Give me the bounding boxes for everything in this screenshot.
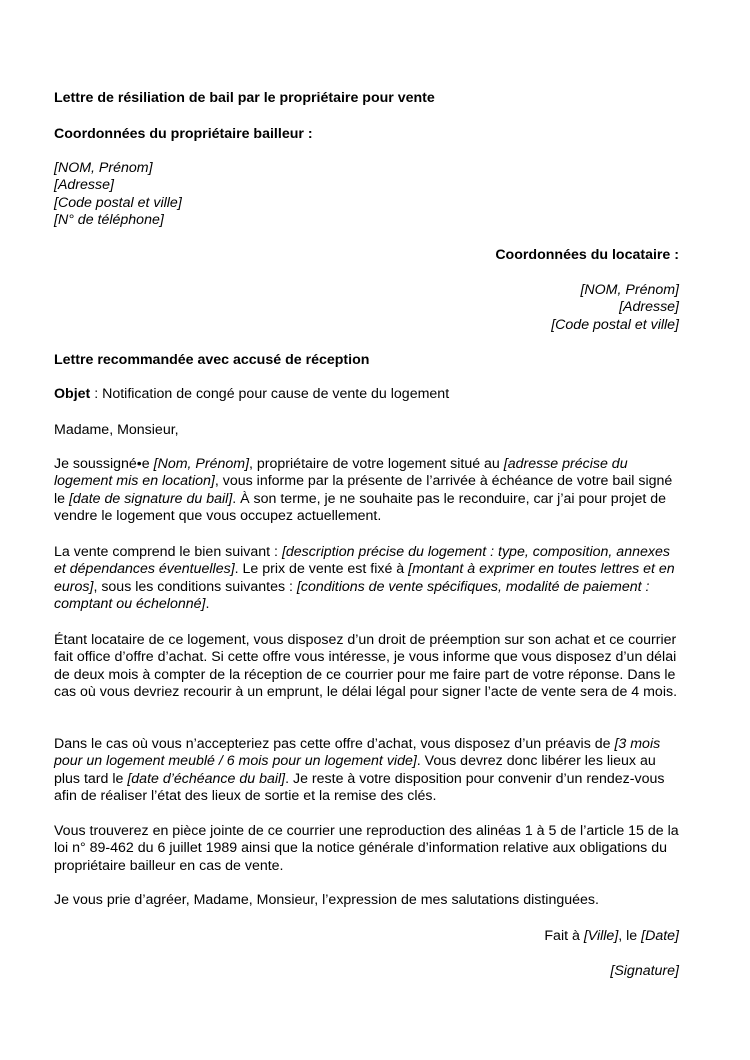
paragraph-sale-terms [54,544,679,614]
p2-text-e: , sous les conditions suivantes : [93,578,297,595]
owner-postal-city: [Code postal et ville] [54,194,182,211]
p1-property-address: [adresse précise du logement mis en location] [54,456,628,490]
date-prefix: , le [618,928,642,944]
owner-heading: Coordonnées du propriétaire bailleur : [54,126,313,142]
tenant-heading: Coordonnées du locataire : [495,247,679,263]
p1-lease-date: [date de signature du bail] [68,490,233,507]
letter-date: [Date] [641,928,679,944]
salutation: Madame, Monsieur, [54,422,179,438]
paragraph-notice [54,736,679,806]
p1-text-g: . À son terme, je ne souhaite pas le reconduire, car j’ai pour projet de vendre le logement que vous occupez actuellement. [54,490,667,525]
p4-lease-end-date: [date d’échéance du bail] [127,770,286,787]
owner-address: [Adresse] [54,177,114,194]
p1-owner-name: [Nom, Prénom] [153,456,250,472]
p4-text-a: Dans le cas où vous n’accepteriez pas cette offre d’achat, vous disposez d’un préavis de [54,736,615,752]
paragraph-intent [54,456,679,526]
p2-text-g: . [205,596,210,613]
paragraph-attachments: Vous trouverez en pièce jointe de ce courrier une reproduction des alinéas 1 à 5 de l’article 15 de la loi n° 89-462 du 6 juillet 1989 ainsi que la notice générale d’information relative aux obligations du propriétaire bailleur en cas de vente. [54,823,679,874]
closing-formula: Je vous prie d’agréer, Madame, Monsieur, l’expression de mes salutations distinguées. [54,892,599,908]
p4-text-c: . Vous devrez donc libérer les lieux au plus tard le [54,753,656,787]
letter-title: Lettre de résiliation de bail par le propriétaire pour vente [54,90,435,106]
paragraph-preemption: Étant locataire de ce logement, vous disposez d’un droit de préemption sur son achat et ce courrier fait office d’offre d’achat. Si cette offre vous intéresse, je vous informe que vous disposez d’un délai de deux mois à compter de la réception de ce courrier pour me faire part de votre réponse. Dans le cas où vous devriez recourir à un emprunt, le délai légal pour signer l’acte de vente sera de 4 mois. [54,632,678,701]
place-prefix: Fait à [544,928,584,944]
signature: [Signature] [610,963,679,979]
p1-text-a: Je soussigné•e [54,456,154,472]
tenant-address-block [54,282,679,334]
p1-text-e: , vous informe par la présente de l’arrivée à échéance de votre bail signé le [54,473,673,507]
p2-price: [montant à exprimer en toutes lettres et en euros] [54,561,675,595]
registered-mail-notice: Lettre recommandée avec accusé de réception [54,352,370,368]
p4-notice-period: [3 mois pour un logement meublé / 6 mois pour un logement vide] [54,736,661,770]
p2-property-description: [description précise du logement : type, composition, annexes et dépendances éventuelles] [54,544,670,578]
object-label: Objet [54,386,91,402]
owner-address-block [54,160,679,230]
object-line [54,386,679,403]
owner-name: [NOM, Prénom] [54,160,153,176]
p2-text-a: La vente comprend le bien suivant : [54,544,282,560]
owner-phone: [N° de téléphone] [54,212,164,229]
p4-text-e: . Je reste à votre disposition pour convenir d’un rendez-vous afin de réaliser l’état des lieux de sortie et la remise des clés. [54,770,665,805]
p2-text-c: . Le prix de vente est fixé à [234,561,409,578]
tenant-postal-city: [Code postal et ville] [551,316,679,333]
place-date-line [54,928,679,945]
object-text: : Notification de congé pour cause de vente du logement [90,386,450,402]
place-city: [Ville] [583,928,619,944]
p2-sale-conditions: [conditions de vente spécifiques, modalité de paiement : comptant ou échelonné] [54,578,650,613]
tenant-address: [Adresse] [619,299,679,316]
p1-text-c: , propriétaire de votre logement situé au [249,456,504,472]
tenant-name: [NOM, Prénom] [580,282,679,298]
